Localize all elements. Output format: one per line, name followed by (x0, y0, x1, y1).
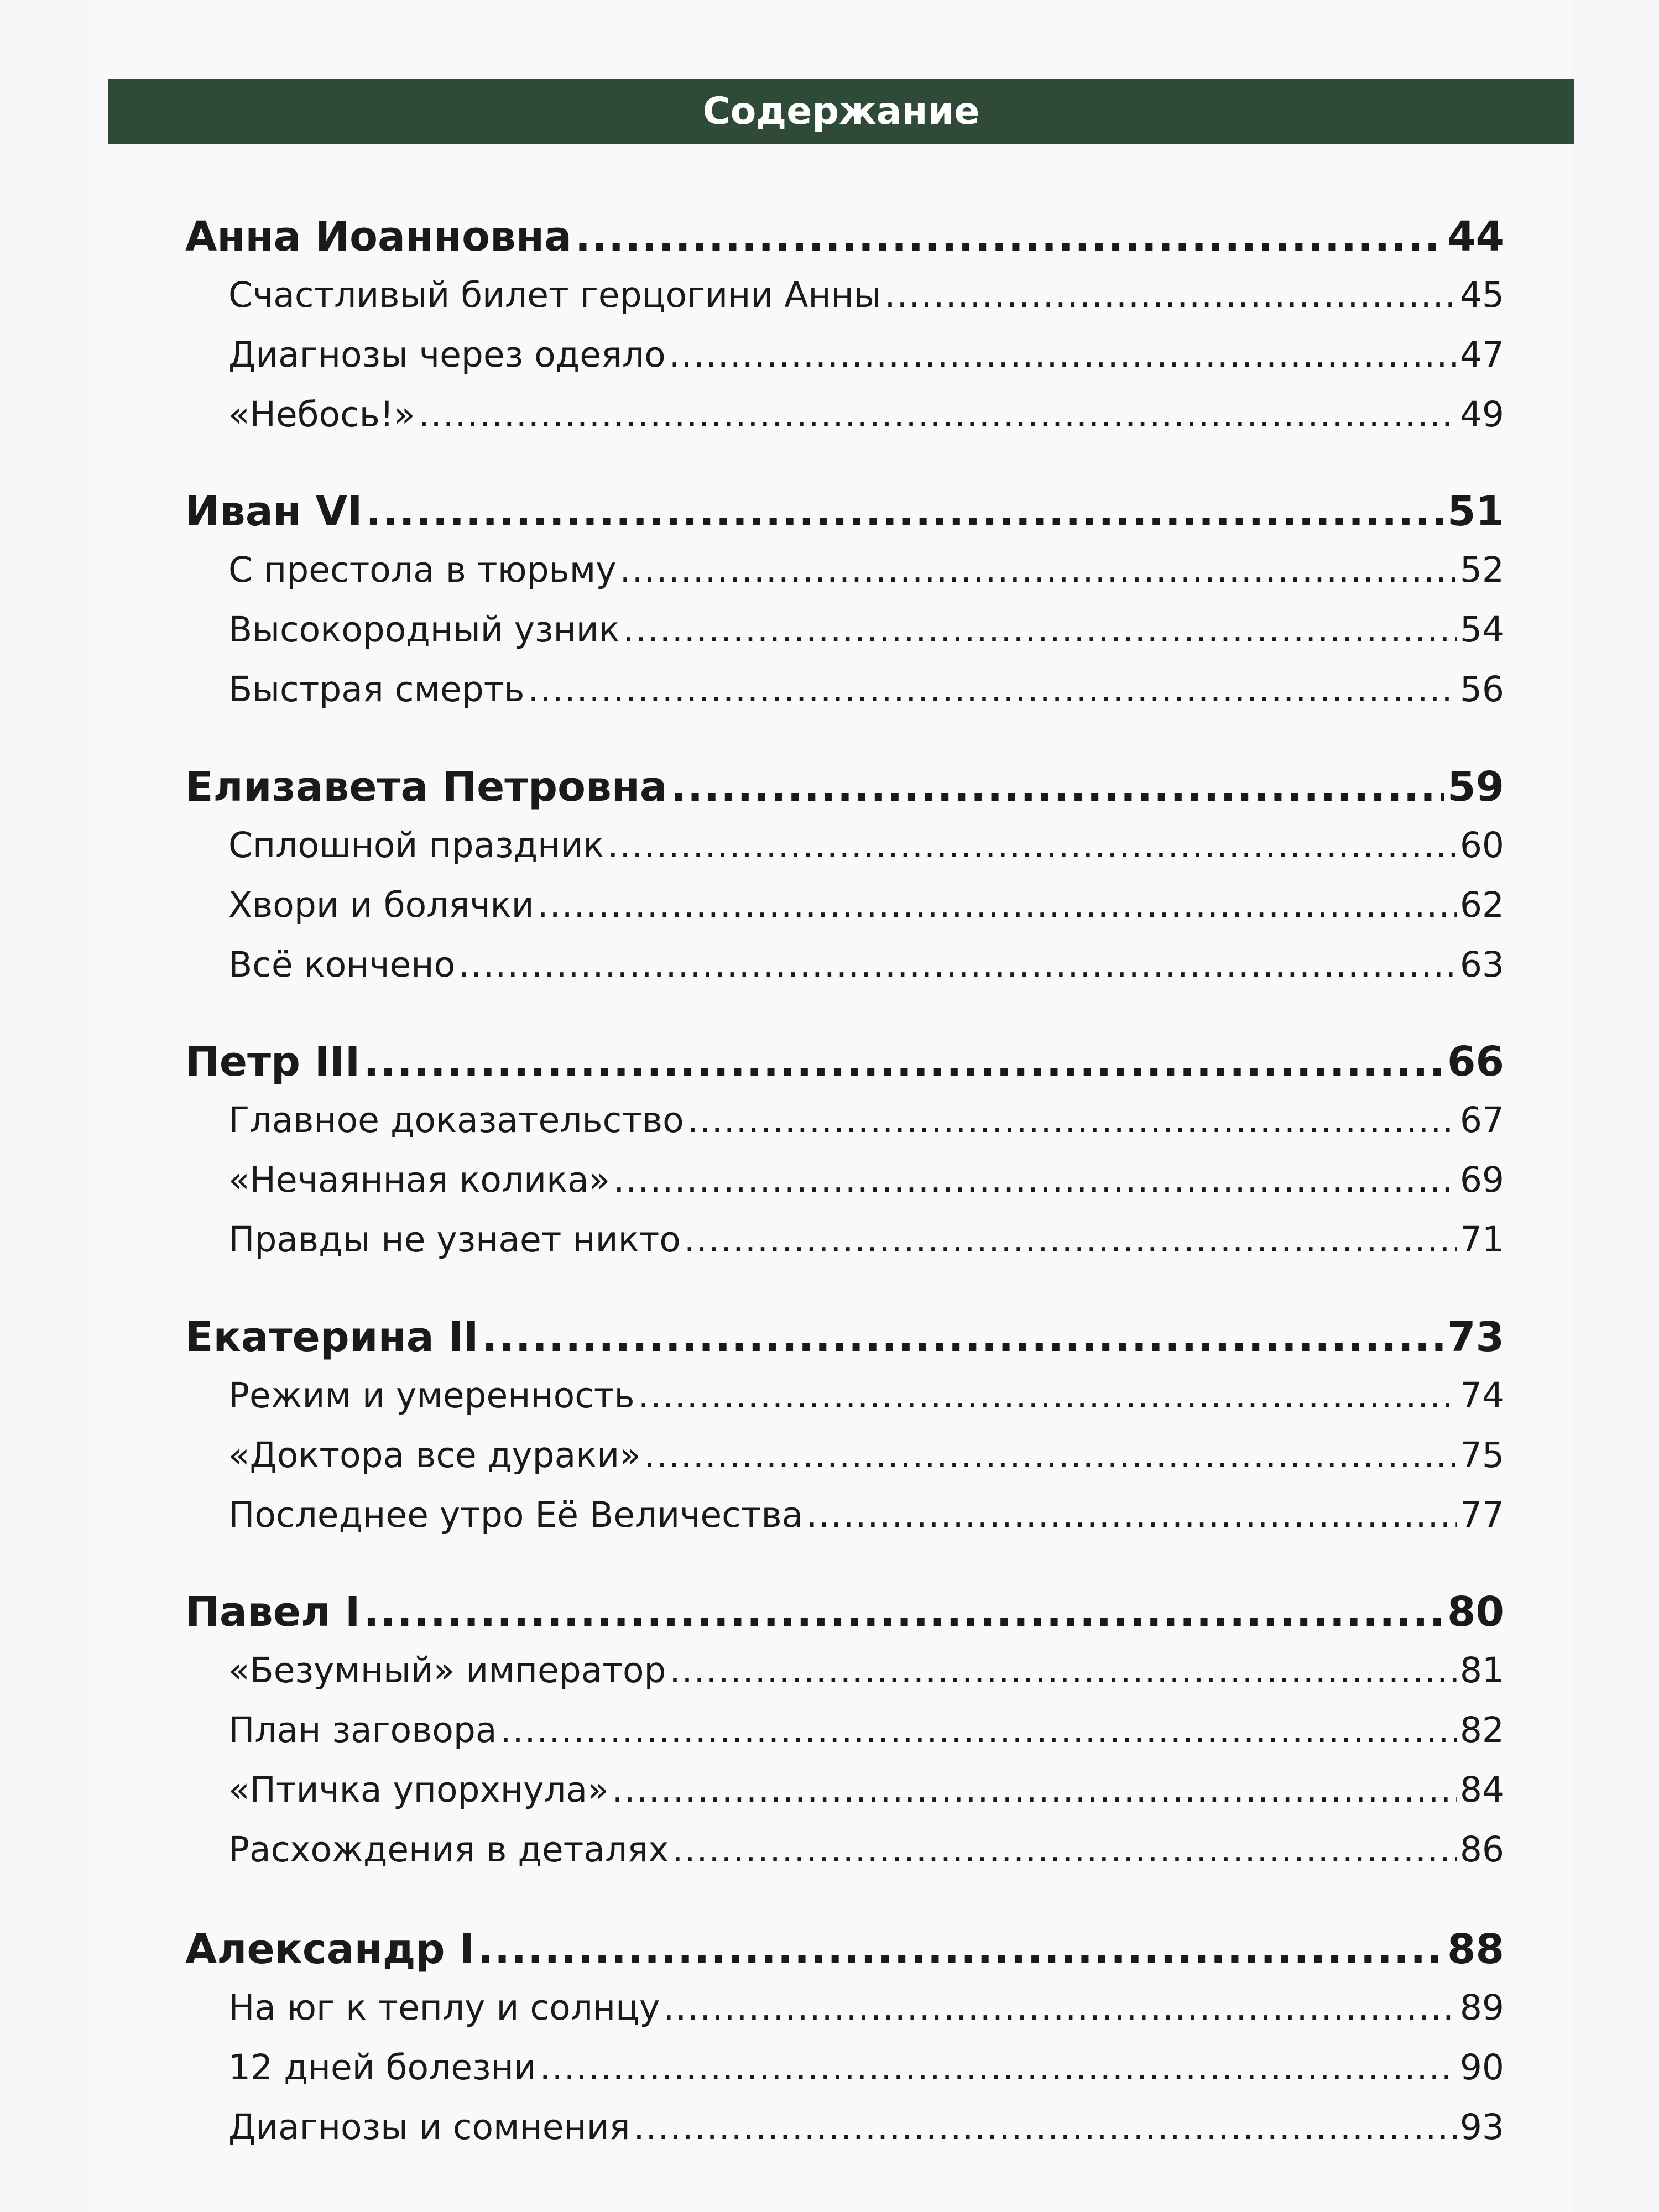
subsection-title: На юг к теплу и солнцу (228, 1987, 660, 2028)
leader-dots (363, 1588, 1444, 1636)
page-number: 73 (1447, 1313, 1504, 1361)
leader-dots (366, 488, 1444, 535)
page-number: 44 (1447, 213, 1504, 260)
page-number: 59 (1447, 763, 1504, 811)
page-number: 84 (1459, 1770, 1504, 1810)
page-number: 51 (1447, 488, 1504, 535)
page-number: 67 (1459, 1100, 1504, 1140)
subsection-entry[interactable] (185, 1375, 1504, 1435)
subsection-entry[interactable] (185, 1100, 1504, 1160)
toc-section (185, 1038, 1504, 1279)
leader-dots (806, 1495, 1457, 1535)
leader-dots (612, 1770, 1457, 1810)
leader-dots (663, 1987, 1457, 2028)
subsection-title: «Нечаянная колика» (228, 1160, 611, 1200)
subsection-entry[interactable] (185, 1219, 1504, 1279)
subsection-title: Хвори и болячки (228, 885, 534, 925)
page-number: 80 (1447, 1588, 1504, 1636)
subsection-entry[interactable] (185, 885, 1504, 945)
page-number: 54 (1459, 609, 1504, 650)
page-number: 47 (1459, 335, 1504, 375)
subsection-entry[interactable] (185, 1650, 1504, 1710)
leader-dots (644, 1435, 1457, 1475)
subsection-title: Последнее утро Её Величества (228, 1495, 804, 1535)
subsection-title: Счастливый билет герцогини Анны (228, 275, 881, 315)
leader-dots (478, 1926, 1444, 1973)
subsection-title: Диагнозы и сомнения (228, 2107, 630, 2147)
leader-dots (669, 335, 1457, 375)
leader-dots (458, 945, 1457, 985)
leader-dots (363, 1038, 1444, 1086)
chapter-entry[interactable] (185, 1038, 1504, 1100)
subsection-title: Главное доказательство (228, 1100, 684, 1140)
leader-dots (638, 1375, 1457, 1416)
contents-title: Содержание (702, 89, 980, 133)
toc-section (185, 1926, 1504, 2167)
toc-section (185, 763, 1504, 1004)
toc-section (185, 213, 1504, 454)
subsection-title: Режим и умеренность (228, 1375, 635, 1416)
toc-section (185, 1588, 1504, 1889)
subsection-title: Быстрая смерть (228, 669, 525, 709)
subsection-entry[interactable] (185, 669, 1504, 729)
page-number: 88 (1447, 1926, 1504, 1973)
leader-dots (670, 1650, 1457, 1691)
page-number: 52 (1459, 550, 1504, 590)
page-number: 60 (1459, 825, 1504, 865)
toc-section (185, 488, 1504, 729)
leader-dots (419, 394, 1457, 435)
subsection-entry[interactable] (185, 825, 1504, 885)
subsection-entry[interactable] (185, 2107, 1504, 2167)
leader-dots (623, 609, 1457, 650)
page-number: 69 (1459, 1160, 1504, 1200)
chapter-title: Екатерина II (185, 1313, 479, 1361)
subsection-entry[interactable] (185, 609, 1504, 669)
leader-dots (607, 825, 1456, 865)
subsection-entry[interactable] (185, 945, 1504, 1004)
subsection-title: С престола в тюрьму (228, 550, 617, 590)
leader-dots (672, 1829, 1456, 1870)
toc-section (185, 1313, 1504, 1554)
chapter-title: Павел I (185, 1588, 361, 1636)
page-number: 71 (1459, 1219, 1504, 1260)
subsection-title: «Птичка упорхнула» (228, 1770, 609, 1810)
leader-dots (671, 763, 1444, 811)
page-number: 62 (1459, 885, 1504, 925)
page-number: 86 (1459, 1829, 1504, 1870)
page-number: 63 (1459, 945, 1504, 985)
subsection-entry[interactable] (185, 1987, 1504, 2047)
chapter-title: Александр I (185, 1926, 474, 1973)
page-number: 93 (1459, 2107, 1504, 2147)
page-number: 82 (1459, 1710, 1504, 1750)
subsection-title: «Доктора все дураки» (228, 1435, 641, 1475)
leader-dots (613, 1160, 1457, 1200)
chapter-title: Иван VI (185, 488, 363, 535)
chapter-title: Елизавета Петровна (185, 763, 667, 811)
subsection-entry[interactable] (185, 1710, 1504, 1770)
subsection-title: Высокородный узник (228, 609, 620, 650)
leader-dots (540, 2047, 1457, 2088)
leader-dots (500, 1710, 1456, 1750)
page-number: 75 (1459, 1435, 1504, 1475)
subsection-title: «Безумный» император (228, 1650, 666, 1691)
chapter-title: Петр III (185, 1038, 361, 1086)
subsection-entry[interactable] (185, 275, 1504, 335)
page-number: 89 (1459, 1987, 1504, 2028)
subsection-title: «Небось!» (228, 394, 415, 435)
subsection-entry[interactable] (185, 1829, 1504, 1889)
chapter-entry[interactable] (185, 763, 1504, 825)
chapter-entry[interactable] (185, 488, 1504, 550)
leader-dots (482, 1313, 1444, 1361)
subsection-entry[interactable] (185, 550, 1504, 609)
page-number: 74 (1459, 1375, 1504, 1416)
leader-dots (884, 275, 1456, 315)
subsection-entry[interactable] (185, 1770, 1504, 1829)
subsection-title: Правды не узнает никто (228, 1219, 681, 1260)
subsection-entry[interactable] (185, 1435, 1504, 1495)
subsection-title: 12 дней болезни (228, 2047, 536, 2088)
page-number: 66 (1447, 1038, 1504, 1086)
chapter-entry[interactable] (185, 1588, 1504, 1650)
subsection-entry[interactable] (185, 1160, 1504, 1219)
subsection-title: План заговора (228, 1710, 497, 1750)
leader-dots (687, 1100, 1457, 1140)
leader-dots (620, 550, 1457, 590)
page-number: 56 (1459, 669, 1504, 709)
subsection-title: Расхождения в деталях (228, 1829, 669, 1870)
subsection-title: Сплошной праздник (228, 825, 604, 865)
subsection-entry[interactable] (185, 2047, 1504, 2107)
leader-dots (684, 1219, 1457, 1260)
page-number: 45 (1459, 275, 1504, 315)
subsection-entry[interactable] (185, 394, 1504, 454)
chapter-entry[interactable] (185, 1926, 1504, 1987)
page-number: 90 (1459, 2047, 1504, 2088)
chapter-entry[interactable] (185, 213, 1504, 275)
leader-dots (575, 213, 1444, 260)
subsection-title: Диагнозы через одеяло (228, 335, 666, 375)
contents-header-bar (108, 79, 1574, 144)
page-number: 49 (1459, 394, 1504, 435)
subsection-title: Всё кончено (228, 945, 456, 985)
leader-dots (538, 885, 1457, 925)
subsection-entry[interactable] (185, 335, 1504, 394)
leader-dots (528, 669, 1457, 709)
page-number: 81 (1459, 1650, 1504, 1691)
subsection-entry[interactable] (185, 1495, 1504, 1554)
chapter-title: Анна Иоанновна (185, 213, 572, 260)
leader-dots (634, 2107, 1457, 2147)
page-number: 77 (1459, 1495, 1504, 1535)
chapter-entry[interactable] (185, 1313, 1504, 1375)
